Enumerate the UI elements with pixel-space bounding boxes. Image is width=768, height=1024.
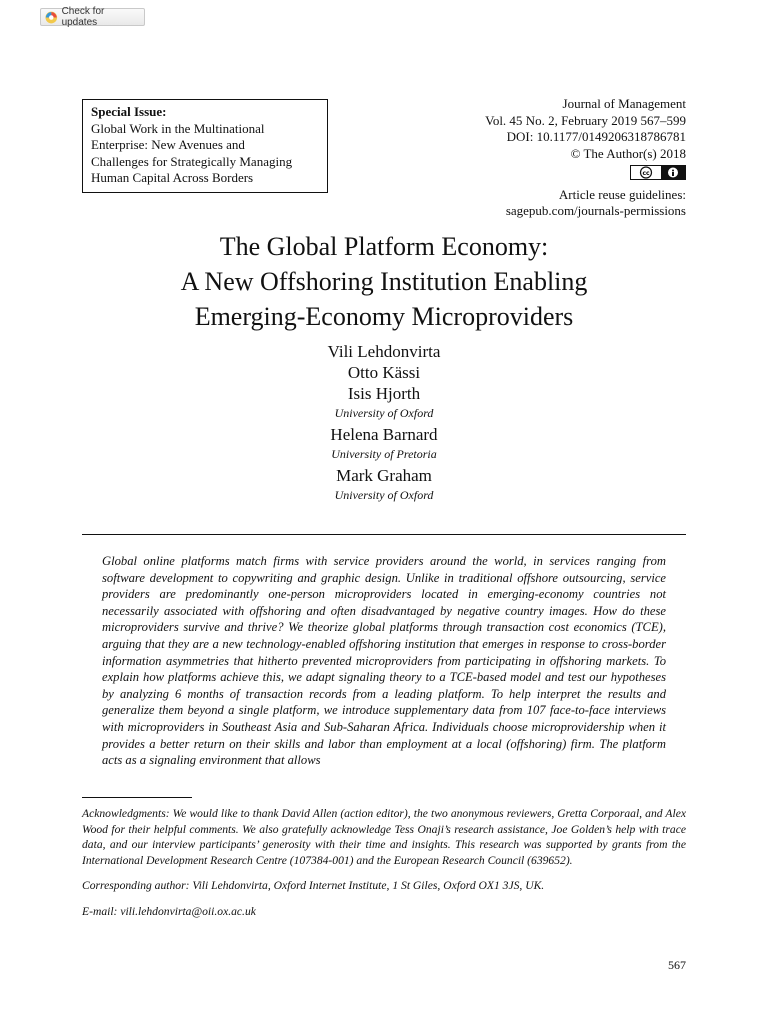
svg-text:cc: cc xyxy=(642,170,650,177)
email-note[interactable]: E-mail: vili.lehdonvirta@oii.ox.ac.uk xyxy=(82,904,256,918)
footnotes xyxy=(82,806,686,929)
author-name: Helena Barnard xyxy=(330,425,438,444)
special-issue-line: Challenges for Strategically Managing xyxy=(91,153,293,169)
author-name: Mark Graham xyxy=(336,466,432,485)
article-title xyxy=(0,229,768,334)
author-list xyxy=(0,341,768,506)
title-line: Emerging-Economy Microproviders xyxy=(194,302,574,331)
footnote-divider xyxy=(82,797,192,798)
journal-name: Journal of Management xyxy=(562,96,686,111)
check-for-updates-label: Check for updates xyxy=(61,6,105,28)
cc-by-icon[interactable] xyxy=(630,165,686,180)
author-name: Otto Kässi xyxy=(347,363,421,382)
reuse-guidelines-link[interactable]: sagepub.com/journals-permissions xyxy=(505,203,686,218)
check-for-updates-button[interactable] xyxy=(40,8,145,26)
author-name: Isis Hjorth xyxy=(347,384,421,403)
special-issue-line: Human Capital Across Borders xyxy=(91,170,254,185)
special-issue-heading: Special Issue: xyxy=(91,104,167,119)
special-issue-line: Enterprise: New Avenues and xyxy=(91,137,245,152)
page-number: 567 xyxy=(668,958,686,972)
author-affiliation: University of Pretoria xyxy=(331,447,437,461)
acknowledgments-note: Acknowledgments: We would like to thank David Allen (action editor), the two anonymous reviewers, Gretta Corporaal, and Alex Wood for their helpful comments. We also gratefully acknowledge Tess Onaji’s research assistance, Joe Golden’s help with trace data, and our interview participants’ generosity with their time and insights. This research was supported by grants from the International Development Research Centre (107384-001) and the European Research Council (639652). xyxy=(82,807,686,867)
corresponding-author-note: Corresponding author: Vili Lehdonvirta, Oxford Internet Institute, 1 St Giles, Oxford OX1 3JS, UK. xyxy=(82,879,545,892)
crossmark-icon xyxy=(45,11,58,24)
author-affiliation: University of Oxford xyxy=(334,488,434,502)
journal-info xyxy=(386,96,686,220)
journal-doi[interactable]: DOI: 10.1177/0149206318786781 xyxy=(506,129,686,144)
author-affiliation: University of Oxford xyxy=(334,406,434,420)
author-name: Vili Lehdonvirta xyxy=(327,342,441,361)
reuse-guidelines-label: Article reuse guidelines: xyxy=(558,186,686,202)
journal-copyright: © The Author(s) 2018 xyxy=(570,145,686,161)
abstract-text: Global online platforms match firms with service providers around the world, in services ranging from software development to copywriting and graphic design. Unlike in traditional offshore outsourcing, service providers are predominantly one-person microproviders located in emerging-economy countries not necessarily associated with offshoring and often disadvantaged by negative country images. How do these microproviders survive and thrive? We theorize global platforms through transaction cost economics (TCE), arguing that they are a new technology-enabled offshoring institution that emerges in response to cross-border information asymmetries that hitherto prevented microproviders from participating in offshoring markets. To explain how platforms achieve this, we adapt signaling theory to a TCE-based model and test our hypotheses by analyzing 6 months of transaction records from a leading platform. To help interpret the results and generalize them beyond a single platform, we introduce supplementary data from 107 face-to-face interviews with microproviders in Southeast Asia and Sub-Saharan Africa. Individuals choose microprovidership when it provides a better return on their skills and labor than employment at a local (offshoring) firm. The platform acts as a signaling environment that allows xyxy=(102,554,666,768)
divider xyxy=(82,534,686,535)
special-issue-line: Global Work in the Multinational xyxy=(91,120,265,136)
journal-volume: Vol. 45 No. 2, February 2019 567–599 xyxy=(485,112,686,128)
title-line: The Global Platform Economy: xyxy=(219,232,549,261)
title-line: A New Offshoring Institution Enabling xyxy=(180,267,588,296)
special-issue-box xyxy=(82,99,328,193)
